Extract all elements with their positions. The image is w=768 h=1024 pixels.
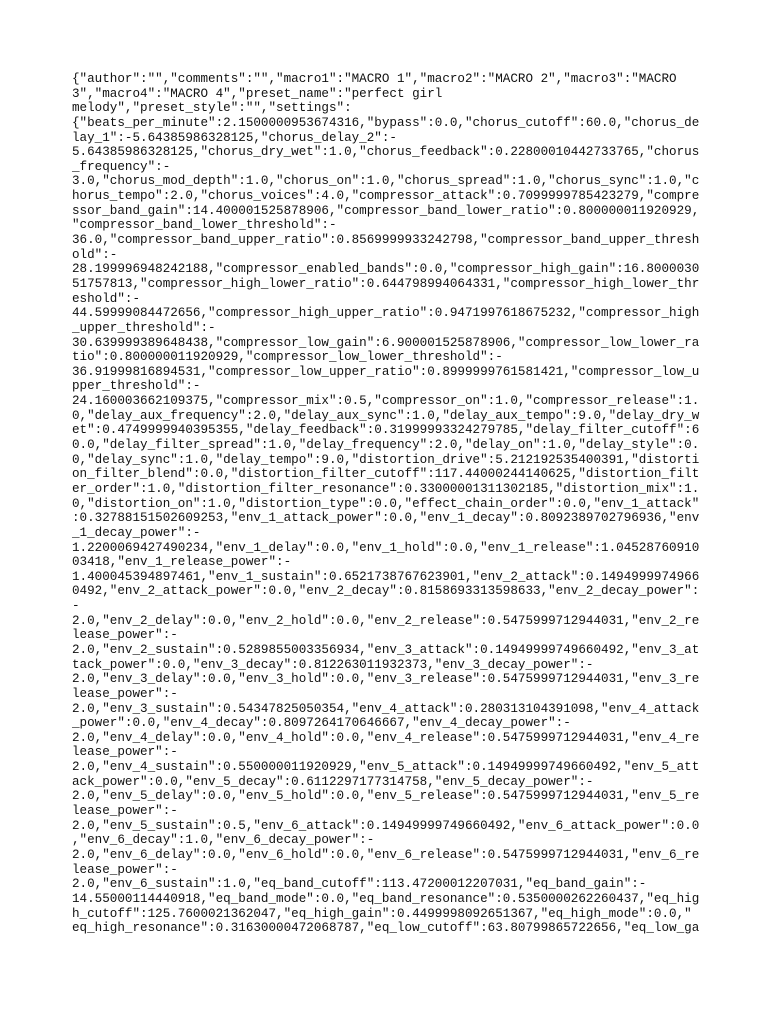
text-line: 0.0,"delay_filter_spread":1.0,"delay_frequency":2.0,"delay_on":1.0,"delay_style":0. (72, 438, 700, 453)
text-line: 28.199996948242188,"compressor_enabled_bands":0.0,"compressor_high_gain":16.8000030 (72, 262, 700, 277)
text-line: _upper_threshold":- (72, 320, 216, 335)
text-line: 14.55000114440918,"eq_band_mode":0.0,"eq_band_resonance":0.5350000262260437,"eq_hig (72, 891, 700, 906)
text-line: 2.0,"env_2_sustain":0.5289855003356934,"env_3_attack":0.14949999749660492,"env_3_at (72, 642, 700, 657)
text-line: melody","preset_style":"","settings": (72, 101, 352, 116)
text-line: 2.0,"env_2_delay":0.0,"env_2_hold":0.0,"env_2_release":0.5475999712944031,"env_2_re (72, 613, 700, 628)
text-line: 44.59999084472656,"compressor_high_upper_ratio":0.9471997618675232,"compressor_high (72, 306, 700, 321)
text-line: {"author":"","comments":"","macro1":"MACRO 1","macro2":"MACRO 2","macro3":"MACRO (72, 72, 677, 86)
text-line: 36.0,"compressor_band_upper_ratio":0.8569999933242798,"compressor_band_upper_thresh (72, 233, 700, 248)
text-line: tio":0.800000011920929,"compressor_low_lower_threshold":- (72, 350, 503, 365)
text-line: _1_decay_power":- (72, 525, 201, 540)
text-line: lease_power":- (72, 804, 178, 819)
text-line: lease_power":- (72, 686, 178, 701)
text-line: 0,"delay_sync":1.0,"delay_tempo":9.0,"distortion_drive":5.212192535400391,"distorti (72, 452, 700, 467)
text-line: 51757813,"compressor_high_lower_ratio":0.644798994064331,"compressor_high_lower_thr (72, 276, 700, 291)
text-line: - (72, 599, 80, 614)
text-line: lay_1":-5.64385986328125,"chorus_delay_2":- (72, 130, 397, 145)
text-line: 0,"delay_aux_frequency":2.0,"delay_aux_sync":1.0,"delay_aux_tempo":9.0,"delay_dry_w (72, 408, 700, 423)
text-line: ack_power":0.0,"env_5_decay":0.6112297177314758,"env_5_decay_power":- (72, 774, 594, 789)
text-line: horus_tempo":2.0,"chorus_voices":4.0,"compressor_attack":0.7099999785423279,"compre (72, 189, 700, 204)
text-line: 2.0,"env_5_delay":0.0,"env_5_hold":0.0,"env_5_release":0.5475999712944031,"env_5_re (72, 789, 700, 804)
text-line: "compressor_band_lower_threshold":- (72, 218, 337, 233)
text-line: eshold":- (72, 291, 141, 306)
document-text (72, 72, 700, 936)
text-line: old":- (72, 247, 118, 262)
text-line: {"beats_per_minute":2.1500000953674316,"bypass":0.0,"chorus_cutoff":60.0,"chorus_de (72, 115, 700, 130)
text-line: pper_threshold":- (72, 379, 201, 394)
text-line: 24.160003662109375,"compressor_mix":0.5,"compressor_on":1.0,"compressor_release":1. (72, 394, 700, 409)
text-line: _frequency":- (72, 159, 171, 174)
text-line: 03418,"env_1_release_power":- (72, 555, 292, 570)
text-line: :0.32788151502609253,"env_1_attack_power":0.0,"env_1_decay":0.8092389702796936,"env (72, 511, 700, 526)
text-line: 2.0,"env_3_sustain":0.54347825050354,"env_4_attack":0.280313104391098,"env_4_attack (72, 701, 700, 716)
text-line: 2.0,"env_6_delay":0.0,"env_6_hold":0.0,"env_6_release":0.5475999712944031,"env_6_re (72, 847, 700, 862)
text-line: _power":0.0,"env_4_decay":0.8097264170646667,"env_4_decay_power":- (72, 716, 571, 731)
text-line: ssor_band_gain":14.400001525878906,"compressor_band_lower_ratio":0.800000011920929, (72, 203, 700, 218)
text-line: 2.0,"env_3_delay":0.0,"env_3_hold":0.0,"env_3_release":0.5475999712944031,"env_3_re (72, 672, 700, 687)
text-line: 0,"distortion_on":1.0,"distortion_type":0.0,"effect_chain_order":0.0,"env_1_attack" (72, 496, 700, 511)
text-line: eq_high_resonance":0.31630000472068787,"eq_low_cutoff":63.80799865722656,"eq_low_ga (72, 921, 700, 936)
text-line: 36.91999816894531,"compressor_low_upper_ratio":0.8999999761581421,"compressor_low_u (72, 364, 700, 379)
text-line: et":0.4749999940395355,"delay_feedback":0.31999993324279785,"delay_filter_cutoff":6 (72, 423, 700, 438)
text-line: h_cutoff":125.7600021362047,"eq_high_gain":0.4499998092651367,"eq_high_mode":0.0," (72, 906, 692, 921)
text-line: er_order":1.0,"distortion_filter_resonance":0.33000001311302185,"distortion_mix":1. (72, 481, 700, 496)
text-line: 2.0,"env_5_sustain":0.5,"env_6_attack":0.14949999749660492,"env_6_attack_power":0.0 (72, 818, 700, 833)
text-line: 3","macro4":"MACRO 4","preset_name":"perfect girl (72, 86, 443, 101)
text-line: 30.639999389648438,"compressor_low_gain":6.900001525878906,"compressor_low_lower_ra (72, 335, 700, 350)
text-line: ,"env_6_decay":1.0,"env_6_decay_power":- (72, 833, 375, 848)
text-line: 1.400045394897461,"env_1_sustain":0.6521738767623901,"env_2_attack":0.1494999974966 (72, 569, 700, 584)
text-line: lease_power":- (72, 628, 178, 643)
text-line: lease_power":- (72, 862, 178, 877)
text-line: 3.0,"chorus_mod_depth":1.0,"chorus_on":1.0,"chorus_spread":1.0,"chorus_sync":1.0,"c (72, 174, 700, 189)
text-line: 0492,"env_2_attack_power":0.0,"env_2_decay":0.8158693313598633,"env_2_decay_power": (72, 584, 700, 599)
text-line: 2.0,"env_4_sustain":0.550000011920929,"env_5_attack":0.14949999749660492,"env_5_att (72, 760, 700, 775)
text-line: on_filter_blend":0.0,"distortion_filter_cutoff":117.44000244140625,"distortion_filt (72, 467, 700, 482)
text-line: 2.0,"env_6_sustain":1.0,"eq_band_cutoff":113.47200012207031,"eq_band_gain":- (72, 877, 647, 892)
text-line: 5.64385986328125,"chorus_dry_wet":1.0,"chorus_feedback":0.22800010442733765,"chorus (72, 145, 700, 160)
text-line: tack_power":0.0,"env_3_decay":0.812263011932373,"env_3_decay_power":- (72, 657, 594, 672)
text-line: lease_power":- (72, 745, 178, 760)
text-line: 1.2200069427490234,"env_1_delay":0.0,"env_1_hold":0.0,"env_1_release":1.04528760910 (72, 540, 700, 555)
text-line: 2.0,"env_4_delay":0.0,"env_4_hold":0.0,"env_4_release":0.5475999712944031,"env_4_re (72, 730, 700, 745)
